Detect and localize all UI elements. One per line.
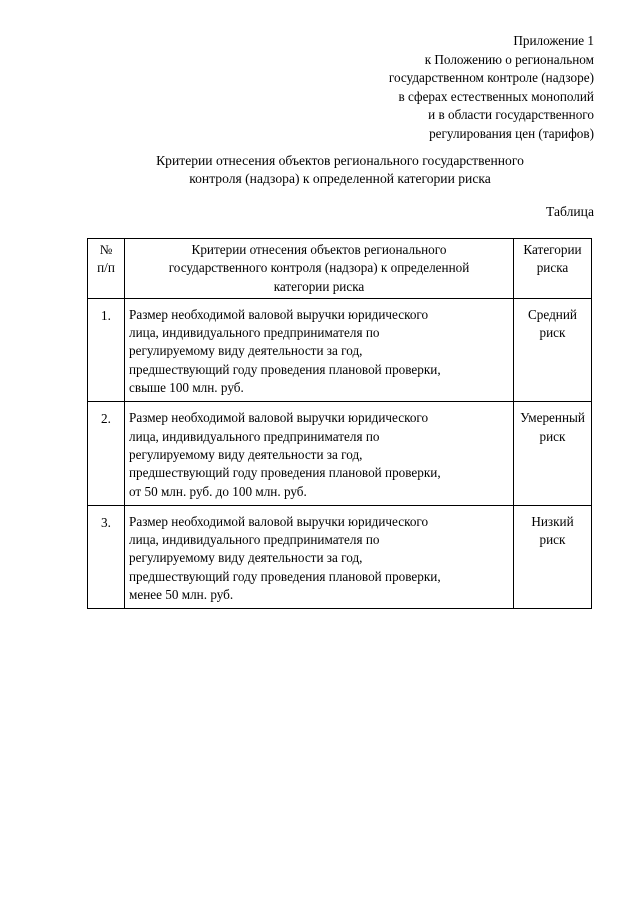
header-criteria-line: Критерии отнесения объектов регионального <box>191 242 447 257</box>
header-category <box>514 239 592 299</box>
row-number: 1. <box>88 298 125 401</box>
appendix-line: государственном контроле (надзоре) <box>388 70 594 86</box>
category-line: Умеренный <box>520 410 585 426</box>
table-caption: Таблица <box>546 204 594 219</box>
criteria-line: предшествующий году проведения плановой проверки, <box>129 568 441 584</box>
category-line: риск <box>539 325 566 341</box>
criteria-line: регулируемому виду деятельности за год, <box>129 343 363 359</box>
appendix-line: и в области государственного <box>428 107 594 123</box>
appendix-header <box>334 32 594 144</box>
header-criteria <box>125 239 514 299</box>
row-number: 2. <box>88 402 125 505</box>
row-criteria <box>125 298 514 401</box>
row-category <box>514 505 592 608</box>
criteria-line: регулируемому виду деятельности за год, <box>129 446 363 462</box>
header-criteria-line: категории риска <box>273 278 365 294</box>
criteria-line: свыше 100 млн. руб. <box>129 380 244 396</box>
row-criteria <box>125 402 514 505</box>
criteria-line: Размер необходимой валовой выручки юридического <box>129 306 429 322</box>
title-line: Критерии отнесения объектов регионального государственного <box>156 153 524 168</box>
criteria-line: от 50 млн. руб. до 100 млн. руб. <box>129 483 307 499</box>
criteria-line: менее 50 млн. руб. <box>129 587 234 603</box>
appendix-line: Приложение 1 <box>513 33 594 48</box>
criteria-line: лица, индивидуального предпринимателя по <box>129 428 380 444</box>
header-category-line: риска <box>536 260 569 276</box>
document-title <box>90 152 590 188</box>
category-line: риск <box>539 532 566 548</box>
table-row <box>88 505 592 608</box>
title-line: контроля (надзора) к определенной категории риска <box>189 171 491 186</box>
category-line: риск <box>539 428 566 444</box>
header-criteria-line: государственного контроля (надзора) к определенной <box>168 260 470 276</box>
row-category <box>514 298 592 401</box>
criteria-line: предшествующий году проведения плановой проверки, <box>129 465 441 481</box>
table-row <box>88 298 592 401</box>
criteria-line: Размер необходимой валовой выручки юридического <box>129 513 429 529</box>
appendix-line: к Положению о региональном <box>424 51 594 67</box>
appendix-line: в сферах естественных монополий <box>398 88 594 104</box>
criteria-line: Размер необходимой валовой выручки юридического <box>129 410 429 426</box>
header-number-line: № <box>99 242 113 257</box>
criteria-line: предшествующий году проведения плановой проверки, <box>129 361 441 377</box>
table-row <box>88 402 592 505</box>
criteria-line: регулируемому виду деятельности за год, <box>129 550 363 566</box>
risk-criteria-table <box>87 238 592 609</box>
appendix-line: регулирования цен (тарифов) <box>429 125 594 141</box>
row-number: 3. <box>88 505 125 608</box>
row-criteria <box>125 505 514 608</box>
header-category-line: Категории <box>523 242 582 257</box>
header-number <box>88 239 125 299</box>
criteria-line: лица, индивидуального предпринимателя по <box>129 325 380 341</box>
criteria-line: лица, индивидуального предпринимателя по <box>129 532 380 548</box>
row-category <box>514 402 592 505</box>
header-number-line: п/п <box>97 260 115 276</box>
category-line: Низкий <box>531 513 574 529</box>
category-line: Средний <box>528 306 577 322</box>
table-header-row <box>88 239 592 299</box>
